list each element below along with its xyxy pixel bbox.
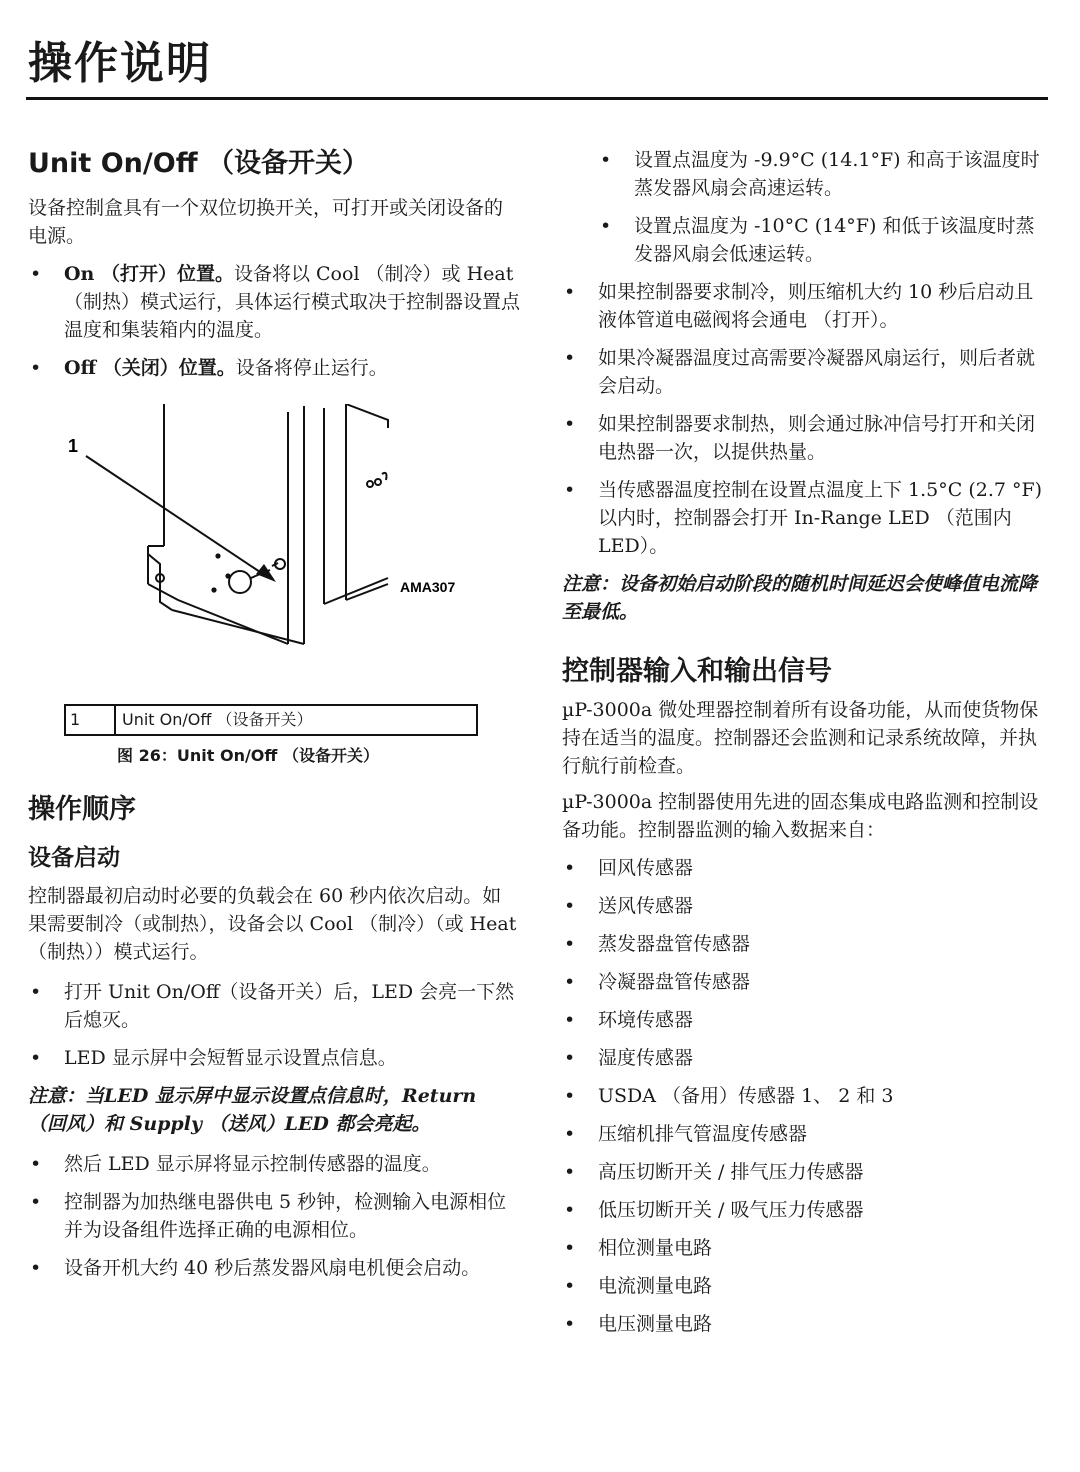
startup-note: 注意：当LED 显示屏中显示设置点信息时，Return （回风）和 Supply （送风）LED 都会亮起。 [28, 1085, 477, 1135]
io-para-2: µP-3000a 控制器使用先进的固态集成电路监测和控制设备功能。控制器监测的输入数据来自： [562, 791, 1039, 841]
list-item: • 低压切断开关 / 吸气压力传感器 [562, 1196, 1052, 1224]
list-item [28, 354, 520, 382]
list-item: • 压缩机排气管温度传感器 [562, 1120, 1052, 1148]
list-item: • 如果冷凝器温度过高需要冷凝器风扇运行，则后者就会启动。 [562, 344, 1052, 400]
subheading-startup: 设备启动 [28, 845, 120, 871]
callout-arrowhead [256, 564, 276, 582]
bullet-lead: Off （关闭）位置。 [64, 357, 236, 379]
switch-figure [28, 404, 520, 704]
controller-inputs-list [562, 854, 1052, 1338]
bullet-lead: On （打开）位置。 [64, 263, 234, 285]
list-item: • 湿度传感器 [562, 1044, 1052, 1072]
list-item: • 冷凝器盘管传感器 [562, 968, 1052, 996]
list-item: • 如果控制器要求制热，则会通过脉冲信号打开和关闭电热器一次，以提供热量。 [562, 410, 1052, 466]
section-heading-unit-onoff: Unit On/Off （设备开关） [28, 148, 369, 179]
section-heading-io-signals: 控制器输入和输出信号 [562, 656, 832, 687]
list-item: • 高压切断开关 / 排气压力传感器 [562, 1158, 1052, 1186]
startup-bullets-a [28, 978, 520, 1072]
list-item [28, 260, 520, 344]
list-item: • USDA （备用）传感器 1、 2 和 3 [562, 1082, 1052, 1110]
unit-onoff-bullets [28, 260, 520, 382]
legend-description: Unit On/Off （设备开关） [122, 710, 313, 729]
list-item: • 蒸发器盘管传感器 [562, 930, 1052, 958]
title-divider [26, 97, 1048, 100]
list-item: • 电流测量电路 [562, 1272, 1052, 1300]
startup-continued-bullets [562, 278, 1052, 560]
delay-note: 注意：设备初始启动阶段的随机时间延迟会使峰值电流降至最低。 [562, 573, 1038, 623]
switch-illustration [28, 404, 520, 704]
list-item: • 当传感器温度控制在设置点温度上下 1.5°C (2.7 °F) 以内时，控制器会打开 In-Range LED （范围内 LED）。 [562, 476, 1052, 560]
right-column [562, 146, 1052, 1338]
section-heading-sequence: 操作顺序 [28, 794, 136, 825]
list-item: • 设置点温度为 -10°C (14°F) 和低于该温度时蒸发器风扇会低速运转。 [598, 212, 1052, 268]
bullet-text: 设备将以 Cool （制冷）或 Heat （制热）模式运行，具体运行模式取决于控制器设置点温度和集装箱内的温度。 [64, 263, 521, 341]
figure-legend-table [64, 704, 478, 736]
list-item: • 然后 LED 显示屏将显示控制传感器的温度。 [28, 1150, 520, 1178]
list-item: • 环境传感器 [562, 1006, 1052, 1034]
startup-intro: 控制器最初启动时必要的负载会在 60 秒内依次启动。如果需要制冷（或制热），设备会以 Cool （制冷）（或 Heat （制热））模式运行。 [28, 885, 517, 963]
legend-number: 1 [66, 706, 116, 734]
figure-caption: 图 26：Unit On/Off （设备开关） [117, 746, 379, 765]
page-title: 操作说明 [28, 38, 212, 89]
list-item: • 回风传感器 [562, 854, 1052, 882]
list-item: • 送风传感器 [562, 892, 1052, 920]
list-item: • 如果控制器要求制冷，则压缩机大约 10 秒后启动且液体管道电磁阀将会通电 （打开）。 [562, 278, 1052, 334]
bullet-text: 设备将停止运行。 [235, 357, 388, 379]
list-item: • 打开 Unit On/Off（设备开关）后，LED 会亮一下然后熄灭。 [28, 978, 520, 1034]
left-column [28, 120, 520, 1282]
startup-bullets-b [28, 1150, 520, 1282]
list-item: • 设备开机大约 40 秒后蒸发器风扇电机便会启动。 [28, 1254, 520, 1282]
fan-speed-bullets [598, 146, 1052, 268]
io-para-1: µP-3000a 微处理器控制着所有设备功能，从而使货物保持在适当的温度。控制器还会监测和记录系统故障，并执行航行前检查。 [562, 699, 1039, 777]
list-item: • LED 显示屏中会短暂显示设置点信息。 [28, 1044, 520, 1072]
list-item: • 电压测量电路 [562, 1310, 1052, 1338]
callout-number: 1 [68, 436, 79, 456]
list-item: • 相位测量电路 [562, 1234, 1052, 1262]
figure-code: AMA307 [400, 579, 456, 595]
unit-onoff-intro: 设备控制盒具有一个双位切换开关，可打开或关闭设备的电源。 [28, 197, 504, 247]
list-item: • 设置点温度为 -9.9°C (14.1°F) 和高于该温度时蒸发器风扇会高速运转。 [598, 146, 1052, 202]
list-item: • 控制器为加热继电器供电 5 秒钟，检测输入电源相位并为设备组件选择正确的电源相位。 [28, 1188, 520, 1244]
